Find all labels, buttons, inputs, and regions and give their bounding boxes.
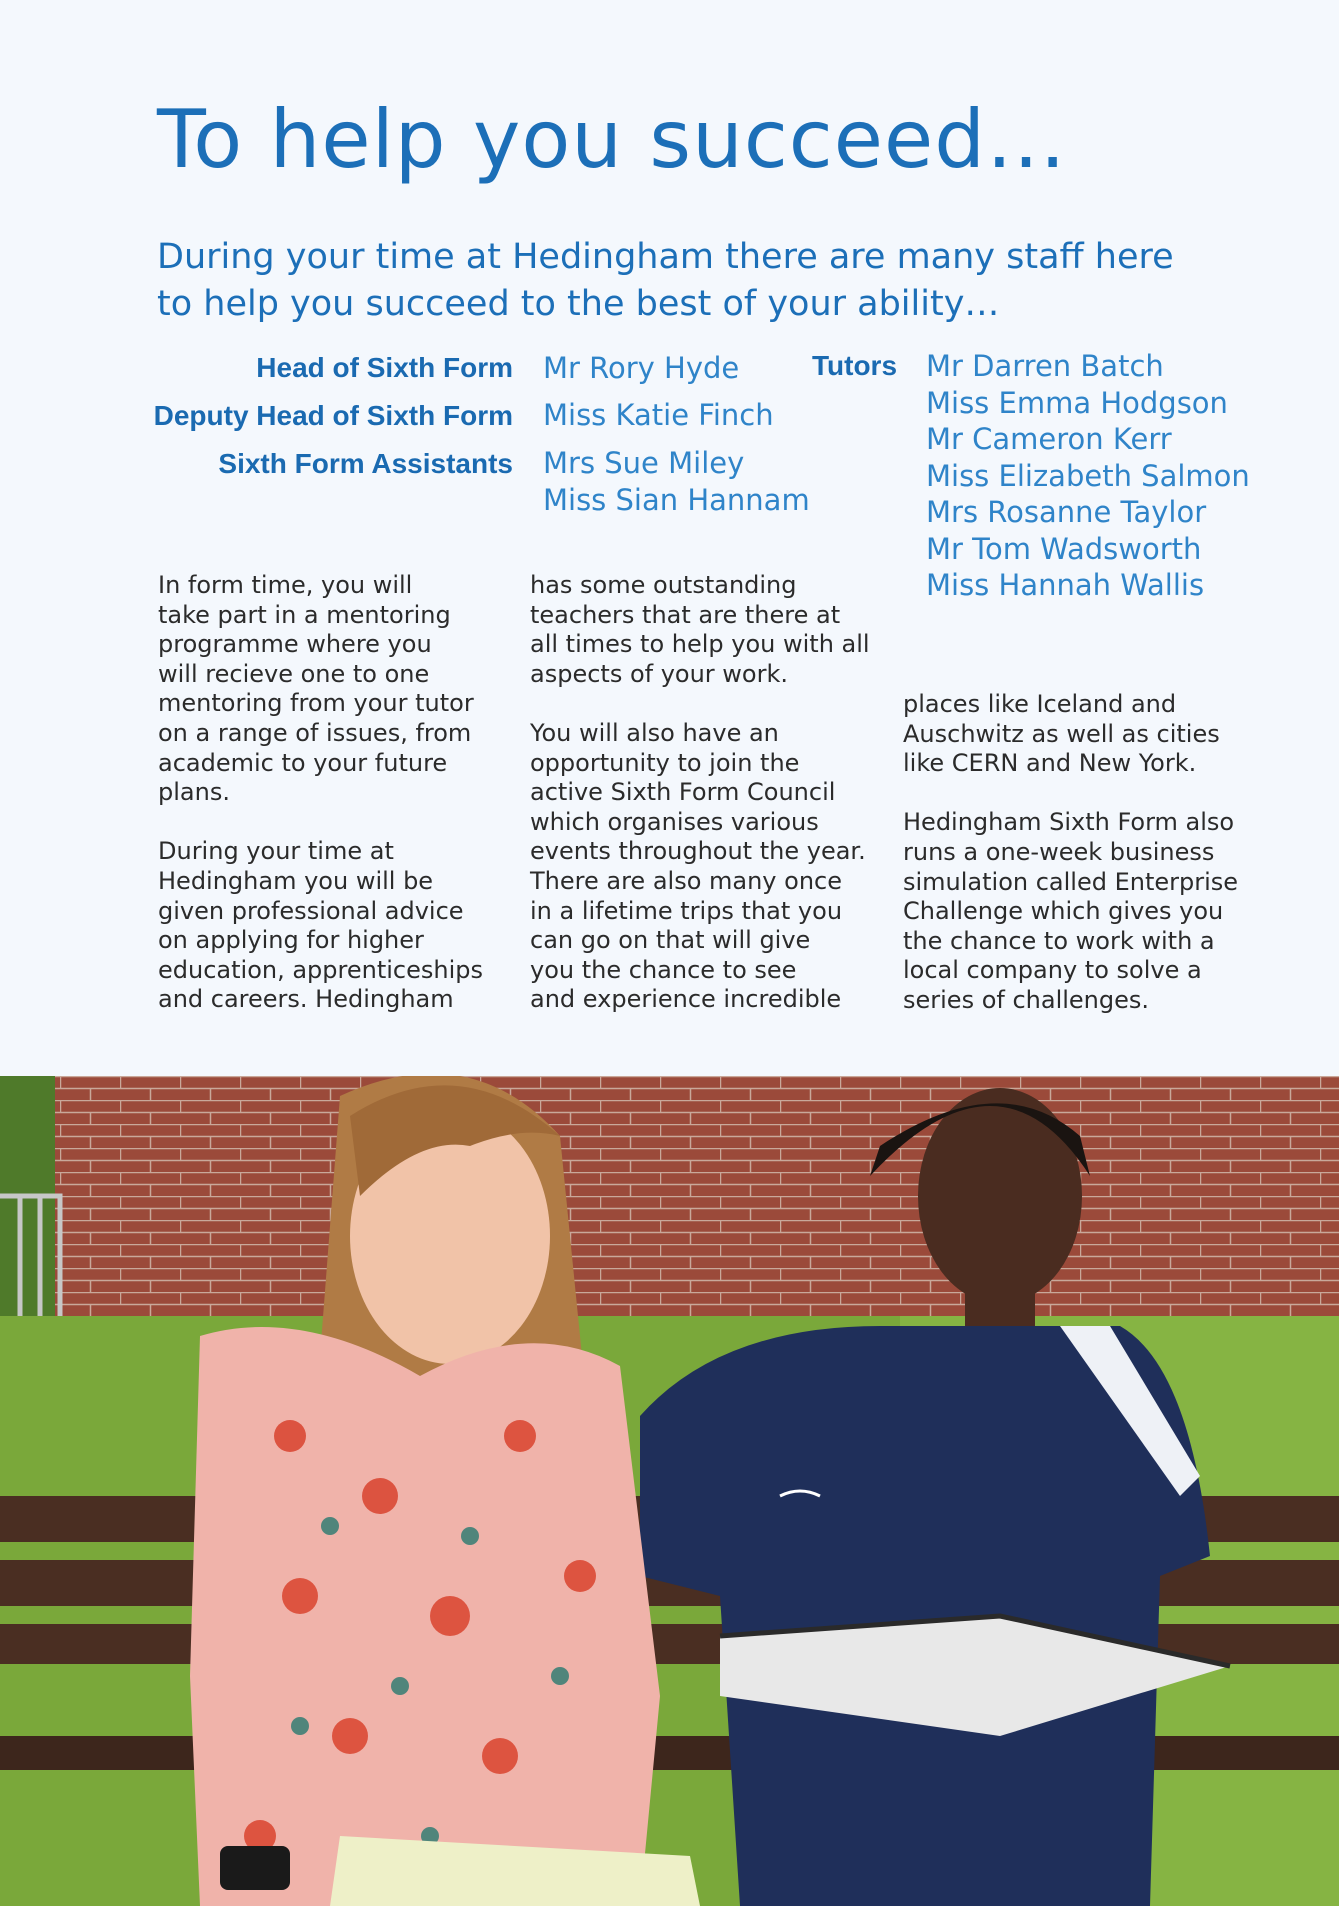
names-head bbox=[543, 350, 739, 387]
smartwatch bbox=[220, 1846, 290, 1890]
intro-line: to help you succeed to the best of your ability… bbox=[157, 284, 1000, 324]
body-line: on applying for higher bbox=[158, 926, 424, 955]
body-line: Hedingham Sixth Form also bbox=[903, 808, 1235, 837]
body-line: plans. bbox=[158, 778, 230, 807]
tutor-name: Miss Hannah Wallis bbox=[926, 568, 1205, 602]
intro-text bbox=[157, 234, 1277, 328]
role-sixth-form-assistants: Sixth Form Assistants bbox=[218, 448, 513, 479]
body-column-1 bbox=[158, 571, 483, 1015]
names-assistants bbox=[543, 445, 810, 518]
tutor-name: Miss Elizabeth Salmon bbox=[926, 458, 1250, 493]
body-line: Auschwitz as well as cities bbox=[903, 719, 1220, 748]
body-line: and careers. Hedingham bbox=[158, 985, 454, 1014]
body-line: on a range of issues, from bbox=[158, 718, 472, 747]
body-line: teachers that are there at bbox=[530, 600, 841, 629]
body-line: In form time, you will bbox=[158, 571, 413, 599]
staff-name: Miss Katie Finch bbox=[543, 398, 774, 432]
body-line: can go on that will give bbox=[530, 926, 811, 955]
intro-line: During your time at Hedingham there are many staff here bbox=[157, 237, 1174, 277]
tutor-name: Mr Tom Wadsworth bbox=[926, 531, 1202, 566]
staff-name: Mr Rory Hyde bbox=[543, 351, 740, 385]
body-line: During your time at bbox=[158, 837, 394, 866]
body-line: which organises various bbox=[530, 807, 819, 836]
body-column-3 bbox=[903, 690, 1238, 1016]
tutor-name: Miss Emma Hodgson bbox=[926, 385, 1228, 420]
body-column-2 bbox=[530, 571, 870, 1015]
students-on-bench-illustration bbox=[0, 1076, 1339, 1906]
body-line: opportunity to join the bbox=[530, 748, 800, 777]
names-deputy bbox=[543, 397, 774, 434]
tree-foliage bbox=[0, 1076, 55, 1336]
body-line: local company to solve a bbox=[903, 956, 1202, 985]
body-line: simulation called Enterprise bbox=[903, 867, 1239, 896]
body-line: and experience incredible bbox=[530, 985, 842, 1014]
body-line: programme where you bbox=[158, 630, 432, 659]
body-line: take part in a mentoring bbox=[158, 600, 451, 629]
body-line: will recieve one to one bbox=[158, 659, 430, 688]
paragraph-gap bbox=[530, 689, 870, 719]
brick-wall bbox=[0, 1076, 1339, 1336]
floral-dress bbox=[190, 1327, 660, 1906]
names-tutors bbox=[926, 348, 1250, 604]
tutor-name: Mrs Rosanne Taylor bbox=[926, 495, 1207, 529]
body-line: There are also many once bbox=[530, 866, 842, 895]
body-line: you the chance to see bbox=[530, 955, 797, 984]
tutor-name: Mr Cameron Kerr bbox=[926, 422, 1172, 456]
body-line: mentoring from your tutor bbox=[158, 689, 474, 718]
body-line: You will also have an bbox=[530, 718, 779, 747]
role-deputy-head: Deputy Head of Sixth Form bbox=[153, 400, 513, 431]
body-line: education, apprenticeships bbox=[158, 955, 483, 984]
body-line: all times to help you with all bbox=[530, 630, 870, 659]
body-line: given professional advice bbox=[158, 896, 464, 925]
students-photo bbox=[0, 1076, 1339, 1906]
paragraph-gap bbox=[158, 808, 483, 838]
role-tutors: Tutors bbox=[812, 350, 898, 381]
body-line: aspects of your work. bbox=[530, 659, 789, 688]
body-line: Hedingham you will be bbox=[158, 866, 434, 895]
body-line: like CERN and New York. bbox=[903, 749, 1197, 778]
tutor-name: Mr Darren Batch bbox=[926, 349, 1164, 383]
body-line: active Sixth Form Council bbox=[530, 778, 836, 807]
body-line: the chance to work with a bbox=[903, 926, 1215, 955]
body-line: events throughout the year. bbox=[530, 837, 866, 866]
body-line: places like Iceland and bbox=[903, 690, 1177, 718]
page-title: To help you succeed… bbox=[157, 93, 1067, 186]
role-head-of-sixth-form: Head of Sixth Form bbox=[256, 352, 513, 383]
staff-name: Mrs Sue Miley bbox=[543, 446, 745, 480]
body-line: academic to your future bbox=[158, 748, 448, 777]
body-line: Challenge which gives you bbox=[903, 897, 1224, 926]
body-line: in a lifetime trips that you bbox=[530, 896, 843, 925]
body-line: has some outstanding bbox=[530, 571, 797, 599]
staff-name: Miss Sian Hannam bbox=[543, 482, 810, 517]
paragraph-gap bbox=[903, 779, 1238, 809]
body-line: runs a one-week business bbox=[903, 837, 1215, 866]
body-line: series of challenges. bbox=[903, 985, 1150, 1014]
